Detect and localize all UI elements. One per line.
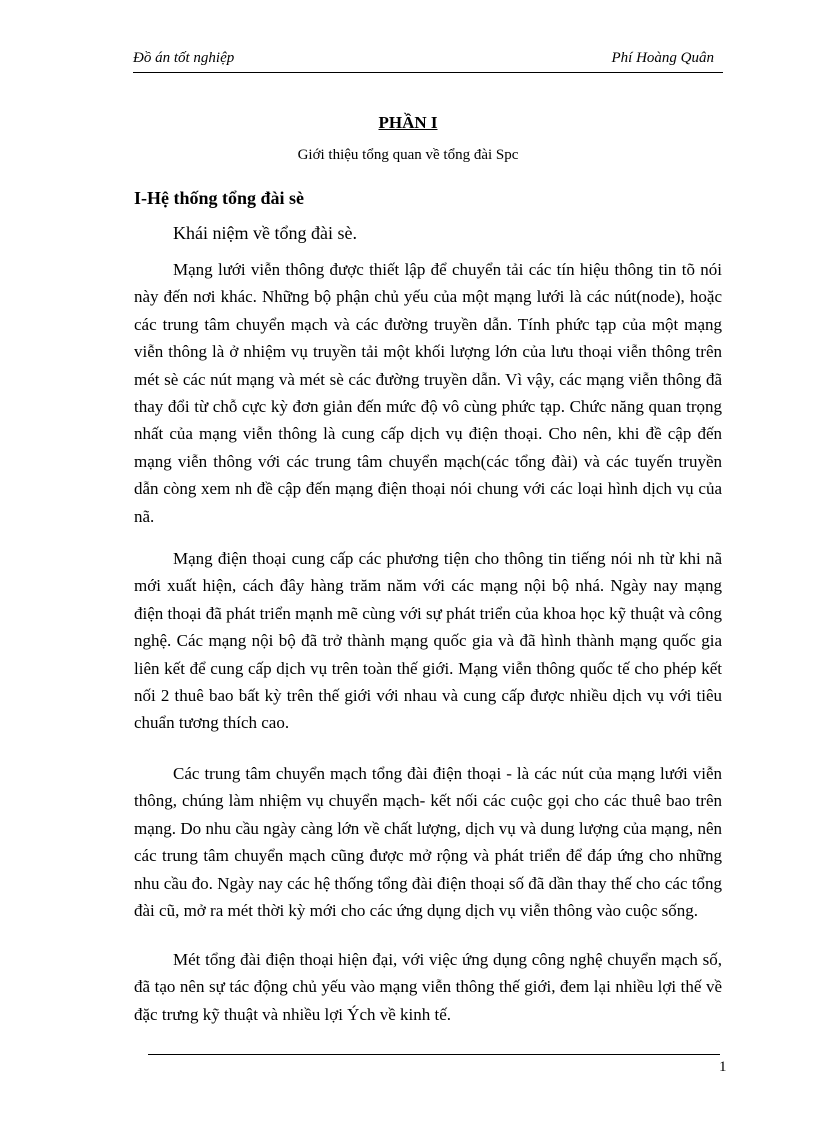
body-paragraph: Mạng điện thoại cung cấp các phương tiện cho thông tin tiếng nói nh từ khi nã mới xuất hiện, cách đây hàng trăm năm với các mạng nội bộ nhá. Ngày nay mạng điện thoại đã phát triển mạnh mẽ cùng với sự phát triển của khoa học kỹ thuật và công nghệ. Các mạng nội bộ đã trở thành mạng quốc gia và đã hình thành mạng quốc gia liên kết để cung cấp dịch vụ trên toàn thế giới. Mạng viễn thông quốc tế cho phép kết nối 2 thuê bao bất kỳ trên thế giới với nhau và cung cấp được nhiều dịch vụ với tiêu chuẩn tương thích cao. bbox=[134, 549, 722, 733]
header-author: Phí Hoàng Quân bbox=[611, 50, 714, 66]
concept-intro-line: Khái niệm về tổng đài sè. bbox=[173, 223, 357, 243]
page-header bbox=[133, 48, 723, 73]
part-title-text: PHẦN I bbox=[378, 113, 438, 132]
section-heading: I-Hệ thống tổng đài sè bbox=[134, 188, 305, 208]
footer-divider bbox=[148, 1054, 720, 1055]
page-number: 1 bbox=[719, 1059, 727, 1075]
body-paragraph: Các trung tâm chuyển mạch tổng đài điện thoại - là các nút của mạng lưới viễn thông, chúng làm nhiệm vụ chuyển mạch- kết nối các cuộc gọi cho các thuê bao trên mạng. Do nhu cầu ngày càng lớn về chất lượng, dịch vụ và dung lượng của mạng, nên các trung tâm chuyển mạch cũng được mở rộng và phát triển để đáp ứng cho những nhu cầu đo. Ngày nay các hệ thống tổng đài điện thoại số đã dần thay thế cho các tổng đài cũ, mở ra mét thời kỳ mới cho các ứng dụng dịch vụ viễn thông vào cuộc sống. bbox=[134, 764, 722, 921]
part-title bbox=[0, 113, 816, 133]
header-document-type: Đồ án tốt nghiệp bbox=[133, 50, 235, 66]
body-paragraph: Mạng lưới viễn thông được thiết lập để chuyển tải các tín hiệu thông tin tõ nói này đến nơi khác. Những bộ phận chủ yếu của một mạng lưới là các nút(node), hoặc các trung tâm chuyển mạch và các đường truyền dẫn. Tính phức tạp của một mạng viễn thông là ở nhiệm vụ truyền tải một khối lượng lớn của lưu thoại viễn thông trên mét sè các nút mạng và mét sè các đường truyền dẫn. Vì vậy, các mạng viễn thông đã thay đổi từ chỗ cực kỳ đơn giản đến mức độ vô cùng phức tạp. Chức năng quan trọng nhất của mạng viễn thông là cung cấp dịch vụ điện thoại. Cho nên, khi đề cập đến mạng viễn thông với các trung tâm chuyển mạch(các tổng đài) và các tuyến truyền dẫn còng xem nh đề cập đến mạng điện thoại nói chung với các loại hình dịch vụ của nã. bbox=[134, 260, 722, 526]
body-paragraph: Mét tổng đài điện thoại hiện đại, với việc ứng dụng công nghệ chuyển mạch số, đã tạo nên sự tác động chủ yếu vào mạng viễn thông thế giới, đem lại nhiều lợi thế về đặc trưng kỹ thuật và nhiều lợi Ých về kinh tế. bbox=[134, 950, 722, 1024]
chapter-subtitle: Giới thiệu tổng quan về tổng đài Spc bbox=[297, 147, 519, 163]
